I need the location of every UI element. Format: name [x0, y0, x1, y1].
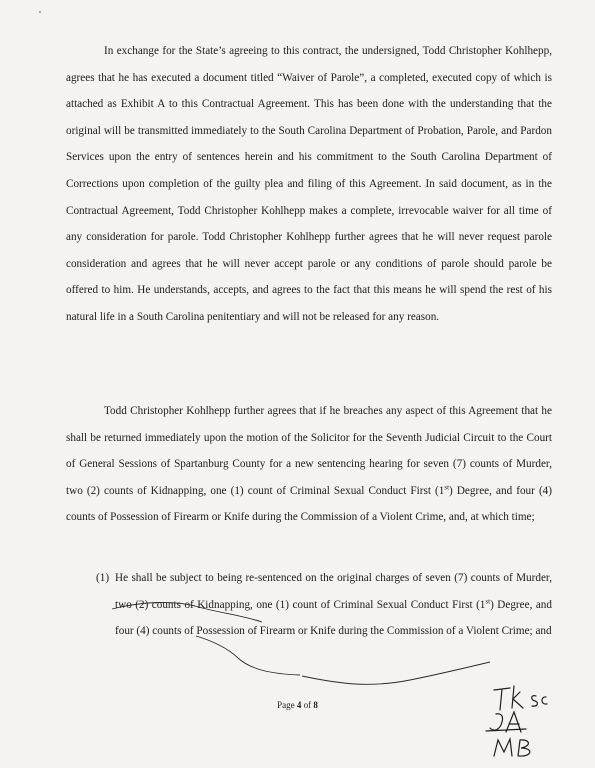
- speck: [39, 11, 41, 13]
- ordinal-superscript: st: [485, 596, 491, 605]
- page-number-total: 8: [313, 700, 318, 710]
- page-number-middle: of: [301, 700, 314, 710]
- ordinal-superscript: st: [444, 483, 450, 492]
- page-number-prefix: Page: [277, 700, 297, 710]
- signature-initials: [486, 686, 547, 756]
- list-item-text-end: ) Degree, and four (4) counts of Possession of Firearm or Knife during the Commission of a Violent Crime; and: [115, 598, 552, 638]
- list-item-text-start: He shall be subject to being re-sentenced on the original charges of seven (7) counts of Murder, two (2) counts of Kidnapping, one (1) count of Criminal Sexual Conduct First (1: [115, 572, 552, 611]
- paragraph-waiver-of-parole: In exchange for the State’s agreeing to this contract, the undersigned, Todd Christopher Kohlhepp, agrees that he has executed a document titled “Waiver of Parole”, a completed, executed copy of which is attached as Exhibit A to this Contractual Agreement. This has been done with the understanding that the original will be transmitted immediately to the South Carolina Department of Probation, Parole, and Pardon Services upon the entry of sentences herein and his commitment to the South Carolina Department of Corrections upon completion of the guilty plea and filing of this Agreement. In said document, as in the Contractual Agreement, Todd Christopher Kohlhepp makes a complete, irrevocable waiver for all time of any consideration for parole. Todd Christopher Kohlhepp further agrees that he will never request parole consideration and agrees that he will never accept parole or any conditions of parole should parole be offered to him. He understands, accepts, and agrees to the fact that this means he will spend the rest of his natural life in a South Carolina penitentiary and will not be released for any reason.: [66, 45, 552, 323]
- pen-stroke: [112, 602, 262, 622]
- pen-stroke: [302, 662, 490, 684]
- paragraph-breach-text-end: ) Degree, and four (4) counts of Possession of Firearm or Knife during the Commission of a Violent Crime, and, at which time;: [66, 484, 553, 524]
- pen-stroke: [196, 636, 300, 675]
- list-item-number: (1): [96, 572, 110, 584]
- page-number-current: 4: [296, 700, 302, 710]
- paragraph-breach-text: Todd Christopher Kohlhepp further agrees that if he breaches any aspect of this Agreement that he shall be returned immediately upon the motion of the Solicitor for the Seventh Judicial Circuit to the Court of General Sessions of Spartanburg County for a new sentencing hearing for seven (7) counts of Murder, two (2) counts of Kidnapping, one (1) count of Criminal Sexual Conduct First (1: [66, 405, 552, 497]
